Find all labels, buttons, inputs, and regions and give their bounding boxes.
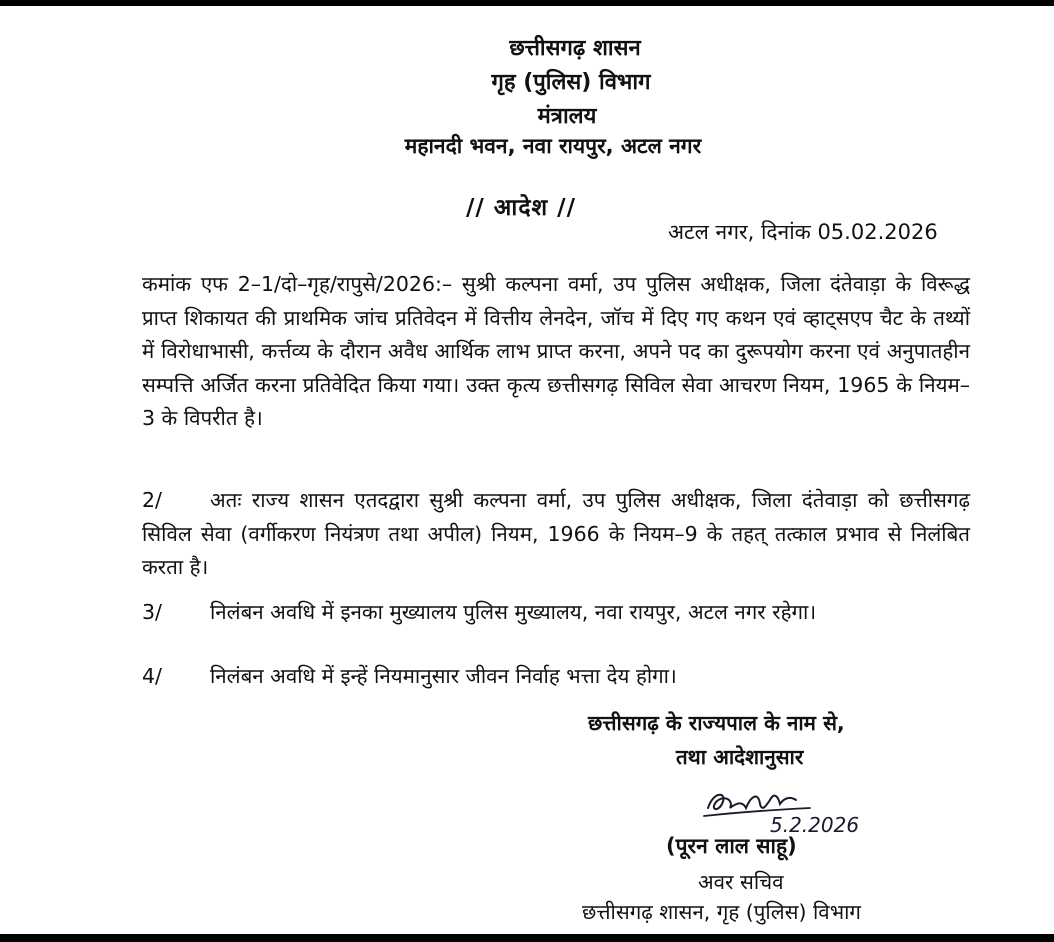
header-department: गृह (पुलिस) विभाग — [491, 70, 651, 95]
authority-block — [588, 706, 845, 774]
paragraph-4 — [142, 660, 970, 694]
handwritten-signature — [700, 770, 900, 840]
authority-line-2: तथा आदेशानुसार — [676, 745, 804, 769]
order-date: अटल नगर, दिनांक 05.02.2026 — [668, 220, 938, 244]
signer-department: छत्तीसगढ़ शासन, गृह (पुलिस) विभाग — [582, 900, 861, 924]
paragraph-2-number: 2/ — [142, 488, 162, 512]
paragraph-1: कमांक एफ 2–1/दो–गृह/रापुसे/2026:– सुश्री कल्पना वर्मा, उप पुलिस अधीक्षक, जिला दंतेवाड़ा के विरूद्ध प्राप्त शिकायत की प्राथमिक जांच प्रतिवेदन में वित्तीय लेनदेन, जॉच में दिए गए कथन एवं व्हाट्सएप चैट के तथ्यों में विरोधाभासी, कर्त्तव्य के दौरान अवैध आर्थिक लाभ प्राप्त करना, अपने पद का दुरूपयोग करना एवं अनुपातहीन सम्पत्ति अर्जित करना प्रतिवेदित किया गया। उक्त कृत्य छत्तीसगढ़ सिविल सेवा आचरण नियम, 1965 के नियम–3 के विपरीत है। — [142, 272, 970, 430]
paragraph-4-text: निलंबन अवधि में इन्हें नियमानुसार जीवन निर्वाह भत्ता देय होगा। — [210, 664, 677, 688]
paragraph-3-text: निलंबन अवधि में इनका मुख्यालय पुलिस मुख्यालय, नवा रायपुर, अटल नगर रहेगा। — [210, 600, 817, 624]
paragraph-3 — [142, 596, 970, 630]
top-border — [0, 0, 1054, 6]
signature-date: 5.2.2026 — [770, 813, 860, 837]
paragraph-2 — [142, 484, 970, 585]
bottom-border — [0, 934, 1054, 942]
signer-name: (पूरन लाल साहू) — [666, 834, 797, 858]
header-ministry: मंत्रालय — [537, 104, 597, 129]
order-title: // आदेश // — [466, 195, 576, 221]
paragraph-4-number: 4/ — [142, 664, 162, 688]
authority-line-1: छत्तीसगढ़ के राज्यपाल के नाम से, — [588, 711, 845, 735]
header-address: महानदी भवन, नवा रायपुर, अटल नगर — [404, 134, 702, 158]
paragraph-3-number: 3/ — [142, 600, 162, 624]
header-government: छत्तीसगढ़ शासन — [509, 36, 641, 61]
paragraph-2-text: अतः राज्य शासन एतदद्वारा सुश्री कल्पना वर्मा, उप पुलिस अधीक्षक, जिला दंतेवाड़ा को छत्तीसगढ़ सिविल सेवा (वर्गीकरण नियंत्रण तथा अपील) नियम, 1966 के नियम–9 के तहत् तत्काल प्रभाव से निलंबित करता है। — [142, 488, 970, 579]
signer-designation: अवर सचिव — [698, 870, 784, 894]
